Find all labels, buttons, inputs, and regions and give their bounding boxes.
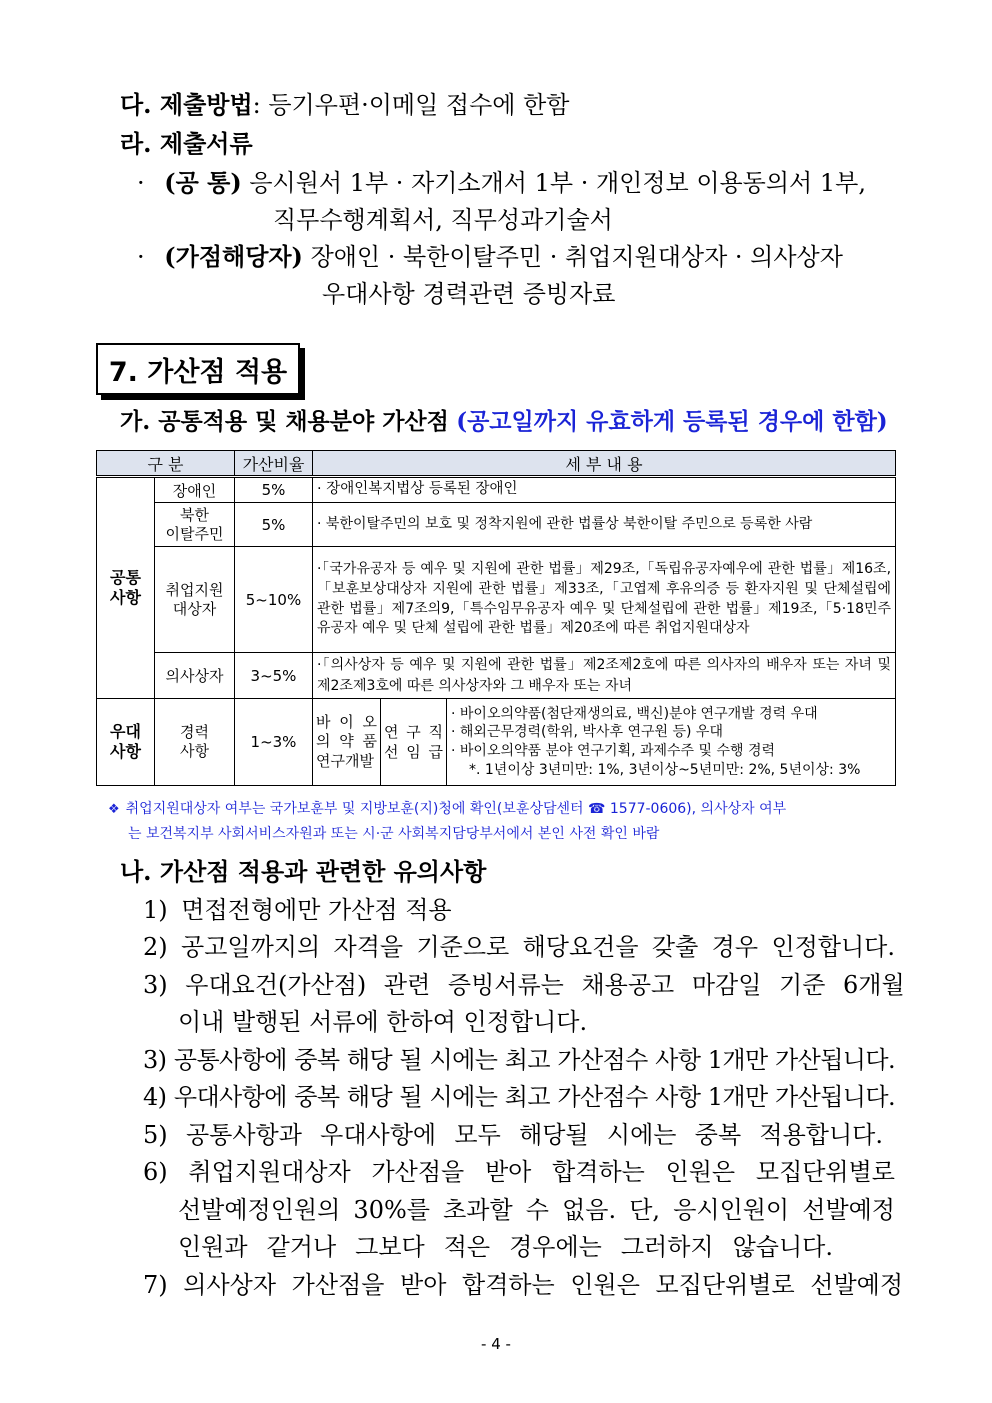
pref-field <box>313 699 381 786</box>
group-common: 공통 사항 <box>97 477 155 699</box>
footnote-symbol: ❖ <box>108 802 120 817</box>
caution-num: 7) <box>143 1271 168 1299</box>
pref-field-line: 연구개발 <box>316 751 374 770</box>
caution-text: 공고일까지의 자격을 기준으로 해당요건을 갖출 경우 인정합니다. <box>181 933 895 961</box>
caution-text: 면접전형에만 가산점 적용 <box>181 896 452 924</box>
table-header-row <box>97 451 896 477</box>
submission-docs-label: 라. 제출서류 <box>120 129 253 158</box>
table-row <box>97 699 896 786</box>
table-footnote <box>108 797 898 847</box>
row-name: 의사상자 <box>155 653 235 699</box>
caution-item <box>143 935 895 959</box>
caution-item <box>143 1271 904 1299</box>
docs-bonus-label: (가점해당자) <box>164 242 303 271</box>
section-7-title-box <box>96 343 300 395</box>
caution-num: 4) <box>143 1083 167 1111</box>
bonus-points-table <box>96 450 896 786</box>
row-name: 장애인 <box>155 477 235 503</box>
footnote-line-2: 는 보건복지부 사회서비스자원과 또는 시·군 사회복지담당부서에서 본인 사전 확인 바람 <box>128 826 660 842</box>
pref-field-line: 바 이 오 <box>316 712 377 731</box>
pref-details <box>447 699 896 786</box>
caution-item <box>143 1160 895 1184</box>
caution-num: 1) <box>143 896 168 924</box>
pref-detail-line: · 바이오의약품(첨단재생의료, 백신)분야 연구개발 경력 우대 <box>451 705 818 722</box>
caution-num: 5) <box>143 1121 168 1149</box>
row-name: 경력 사항 <box>155 699 235 786</box>
caution-text: 우대요건(가산점) 관련 증빙서류는 채용공고 마감일 기준 6개월 <box>185 971 905 999</box>
caution-item <box>143 1085 895 1109</box>
pref-position-line: 연 구 직 <box>384 722 443 741</box>
submission-method-label: 다. 제출방법 <box>120 90 253 119</box>
caution-text-cont: 인원과 같거나 그보다 적은 경우에는 그러하지 않습니다. <box>178 1233 833 1261</box>
row-detail: ·「의사상자 등 예우 및 지원에 관한 법률」제2조제2호에 따른 의사자의 배우자 또는 자녀 및 제2조제3호에 따른 의사상자와 그 배우자 또는 자녀 <box>313 653 896 699</box>
bullet: · <box>137 169 145 197</box>
caution-item <box>143 1123 883 1147</box>
caution-num: 3) <box>143 971 168 999</box>
bullet: · <box>137 243 145 271</box>
row-rate: 5~10% <box>235 547 313 653</box>
pref-detail-line: · 바이오의약품 분야 연구기획, 과제수주 및 수행 경력 <box>451 743 776 759</box>
cautions-title: 나. 가산점 적용과 관련한 유의사항 <box>120 857 487 886</box>
section-7-title: 7. 가산점 적용 <box>108 356 288 388</box>
caution-text-cont: 이내 발행된 서류에 한하여 인정합니다. <box>178 1008 588 1036</box>
footnote-line-1: 취업지원대상자 여부는 국가보훈부 및 지방보훈(지)청에 확인(보훈상담센터 ☎ 1577-0606), 의사상자 여부 <box>125 801 787 817</box>
caution-item <box>143 971 905 999</box>
page-number: - 4 - <box>481 1335 511 1353</box>
row-name: 북한 이탈주민 <box>155 503 235 547</box>
table-row <box>97 477 896 503</box>
submission-method-value: : 등기우편·이메일 접수에 한함 <box>252 91 570 119</box>
pref-detail-line: *. 1년이상 3년미만: 1%, 3년이상~5년미만: 2%, 5년이상: 3% <box>469 761 861 778</box>
row-detail: · 장애인복지법상 등록된 장애인 <box>313 477 896 503</box>
docs-bonus-text-2: 우대사항 경력관련 증빙자료 <box>322 280 616 308</box>
caution-item <box>143 898 452 922</box>
row-rate: 5% <box>235 477 313 503</box>
group-preference: 우대 사항 <box>97 699 155 786</box>
row-name: 취업지원 대상자 <box>155 547 235 653</box>
table-row <box>97 547 896 653</box>
header-category: 구 분 <box>97 451 235 477</box>
docs-common-label: (공 통) <box>164 168 242 197</box>
pref-position <box>381 699 447 786</box>
caution-text: 우대사항에 중복 해당 될 시에는 최고 가산점수 사항 1개만 가산됩니다. <box>173 1083 895 1111</box>
docs-common-line <box>137 168 866 197</box>
caution-text: 공통사항과 우대사항에 모두 해당될 시에는 중복 적용합니다. <box>185 1121 883 1149</box>
row-detail: · 북한이탈주민의 보호 및 정착지원에 관한 법률상 북한이탈 주민으로 등록한 사람 <box>313 503 896 547</box>
caution-num: 3) <box>143 1046 167 1074</box>
caution-text: 의사상자 가산점을 받아 합격하는 인원은 모집단위별로 선발예정 <box>183 1271 904 1299</box>
caution-text: 공통사항에 중복 해당 될 시에는 최고 가산점수 사항 1개만 가산됩니다. <box>173 1046 895 1074</box>
row-rate: 3~5% <box>235 653 313 699</box>
row-rate: 5% <box>235 503 313 547</box>
header-rate: 가산비율 <box>235 451 313 477</box>
subsection-a-heading <box>120 410 888 434</box>
subsection-a-note: (공고일까지 유효하게 등록된 경우에 한함) <box>456 408 888 435</box>
subsection-a-label: 가. 공통적용 및 채용분야 가산점 <box>120 408 449 435</box>
docs-common-text-2: 직무수행계획서, 직무성과기술서 <box>273 206 613 234</box>
docs-bonus-text-1: 장애인 · 북한이탈주민 · 취업지원대상자 · 의사상자 <box>310 243 843 271</box>
pref-field-line: 의 약 품 <box>316 732 377 751</box>
caution-num: 6) <box>143 1158 168 1186</box>
caution-num: 2) <box>143 933 168 961</box>
table-row <box>97 503 896 547</box>
caution-text: 취업지원대상자 가산점을 받아 합격하는 인원은 모집단위별로 <box>188 1158 895 1186</box>
pref-position-line: 선 임 급 <box>384 743 443 761</box>
caution-text-cont: 선발예정인원의 30%를 초과할 수 없음. 단, 응시인원이 선발예정 <box>178 1196 895 1224</box>
pref-detail-line: · 해외근무경력(학위, 박사후 연구원 등) 우대 <box>451 724 723 741</box>
table-row <box>97 653 896 699</box>
row-rate: 1~3% <box>235 699 313 786</box>
row-detail: ·「국가유공자 등 예우 및 지원에 관한 법률」제29조,「독립유공자예우에 관한 법률」제16조,「보훈보상대상자 지원에 관한 법률」제33조,「고엽제 후유의증 등 환자지원 및 단체설립에 관한 법률」제7조의9,「특수임무유공자 예우 및 단체설립에 관한 법률」제19조,「5·18민주유공자 예우 및 단체 설립에 관한 법률」제20조에 따른 취업지원대상자 <box>313 547 896 653</box>
caution-item <box>143 1048 895 1072</box>
docs-bonus-line <box>137 242 843 271</box>
submission-method-line <box>120 90 570 119</box>
header-detail: 세 부 내 용 <box>313 451 896 477</box>
docs-common-text-1: 응시원서 1부 · 자기소개서 1부 · 개인정보 이용동의서 1부, <box>249 169 866 197</box>
